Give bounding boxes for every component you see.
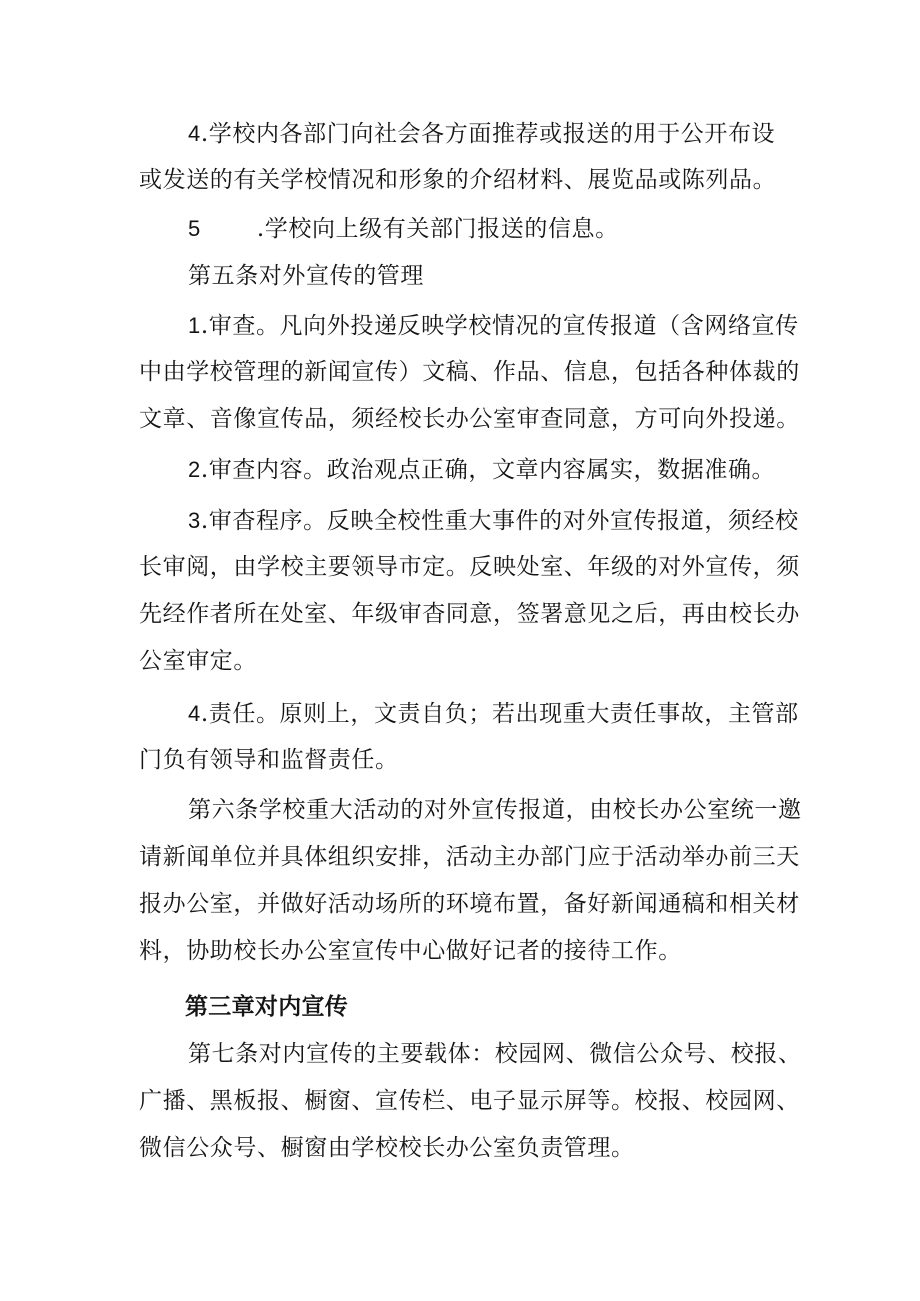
item-number: 2 — [188, 457, 201, 482]
item-text: .审查。凡向外投递反映学校情况的宣传报道（含网络宣传 — [200, 313, 799, 339]
article-5-heading — [139, 253, 789, 300]
item-text: .审杳程序。反映全校性重大事件的对外宣传报道，须经校 — [200, 508, 799, 534]
text-line: 先经作者所在处室、年级审杳同意，签署意见之后，再由校长办 — [139, 601, 800, 627]
item-text: .学校内各部门向社会各方面推荐或报送的用于公开布设 — [200, 121, 776, 147]
text-line — [139, 110, 789, 157]
paragraph-item-4-publish — [139, 110, 789, 204]
paragraph-item-5-report — [139, 205, 789, 252]
text-line: 第七条对内宣传的主要载体：校园网、微信公众号、校报、 — [188, 1041, 802, 1067]
heading-text: 第五条对外宣传的管理 — [188, 263, 424, 289]
chapter-3-title: 第三章对内宣传 — [185, 993, 349, 1019]
item-number: 5 — [188, 216, 201, 241]
text-line — [139, 446, 789, 493]
text-line: 公室审定。 — [139, 648, 257, 674]
text-line: 报办公室，并做好活动场所的环境布置，备好新闻通稿和相关材 — [139, 891, 800, 917]
item-number: 4 — [188, 701, 201, 726]
text-line: 长审阅，由学校主要领导市定。反映处室、年级的对外宣传，须 — [139, 554, 800, 580]
text-line: 文章、音像宣传品，须经校长办公室审查同意，方可向外投递。 — [139, 406, 800, 432]
text-line: 门负有领导和监督责任。 — [139, 747, 399, 773]
text-line — [139, 302, 799, 349]
text-line — [139, 690, 799, 737]
text-line: 或发送的有关学校情况和形象的介绍材料、展览品或陈列品。 — [139, 167, 777, 193]
text-line: 第六条学校重大活动的对外宣传报道，由校长办公室统一邀 — [188, 797, 802, 823]
text-line: 请新闻单位并具体组织安排，活动主办部门应于活动举办前三天 — [139, 844, 800, 870]
paragraph-article-5-item-2 — [139, 446, 789, 493]
paragraph-article-7 — [139, 1031, 802, 1172]
item-text: .责任。原则上，文责自负；若出现重大责任事故，主管部 — [200, 701, 799, 727]
paragraph-article-5-item-3 — [139, 497, 800, 685]
paragraph-article-5-item-1 — [139, 302, 800, 443]
text-line — [139, 497, 799, 544]
text-line: 中由学校管理的新闻宣传）文稿、作品、信息，包括各种体裁的 — [139, 359, 800, 385]
text-line: 微信公众号、橱窗由学校校长办公室负责管理。 — [139, 1135, 635, 1161]
text-line: 广播、黑板报、橱窗、宣传栏、电子显示屏等。校报、校园网、 — [139, 1088, 800, 1114]
item-text: .审查内容。政治观点正确，文章内容属实，数据准确。 — [200, 457, 776, 483]
text-line — [139, 205, 789, 252]
item-number: 1 — [188, 313, 201, 338]
item-number: 3 — [188, 508, 201, 533]
item-number: 4 — [188, 121, 201, 146]
paragraph-article-5-item-4 — [139, 690, 799, 784]
paragraph-article-6 — [139, 787, 802, 975]
text-line: 料，协助校长办公室宣传中心做好记者的接待工作。 — [139, 938, 682, 964]
item-text: .学校向上级有关部门报送的信息。 — [256, 216, 619, 242]
